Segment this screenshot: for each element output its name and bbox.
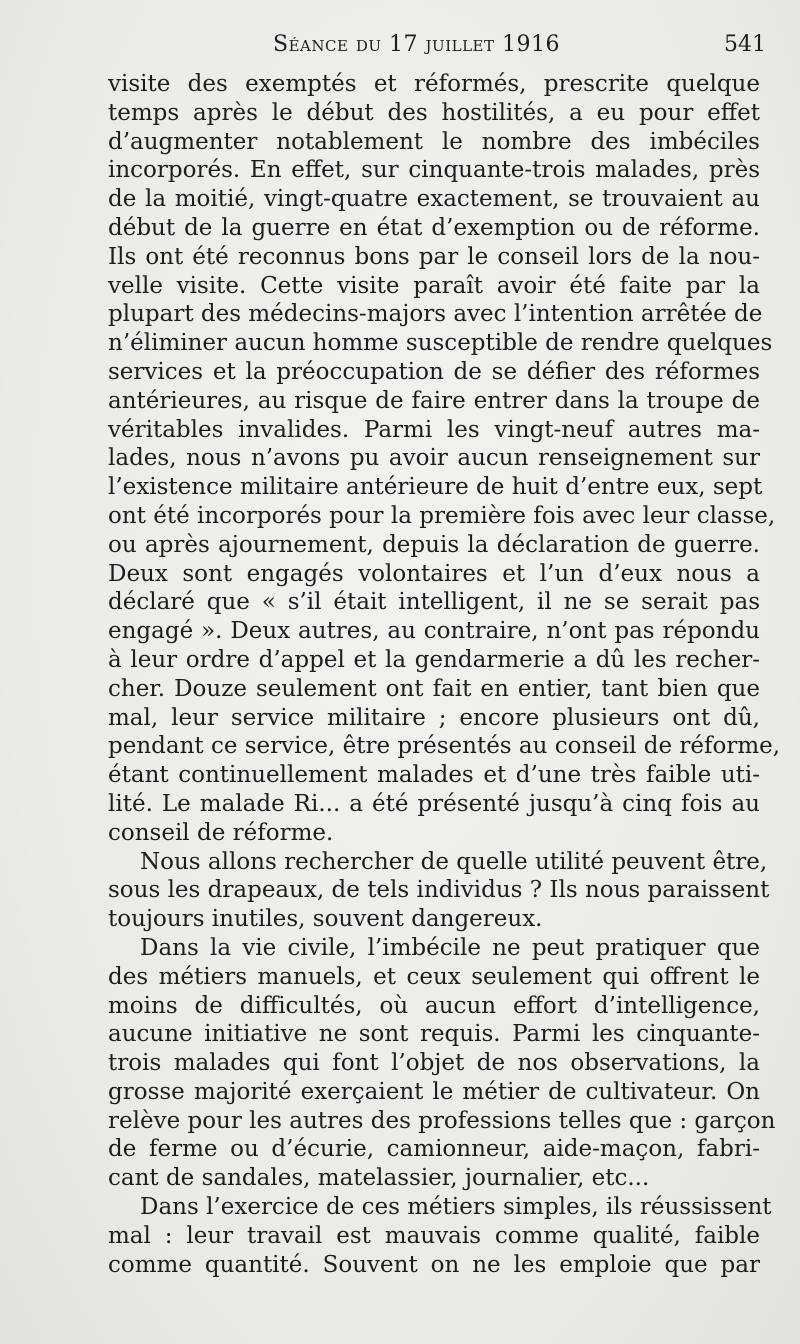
paragraph [108,848,770,934]
text-line: conseil de réforme. [108,819,334,846]
paragraph [108,934,776,1193]
text-line: services et la préoccupation de se défier des réformes [108,358,760,385]
text-line: cher. Douze seulement ont fait en entier, tant bien que [108,675,760,702]
text-line: lades, nous n’avons pu avoir aucun renseignement sur [108,445,760,472]
text-line: début de la guerre en état d’exemption ou de réforme. [108,214,760,241]
text-line: cant de sandales, matelassier, journalier, etc... [108,1165,650,1192]
text-line: sous les drapeaux, de tels individus ? Ils nous paraissent [108,877,770,904]
paragraph [108,1193,772,1279]
page-number: 541 [724,32,766,57]
text-line: Dans la vie civile, l’imbécile ne peut pratiquer que [140,934,760,961]
text-line: Dans l’exercice de ces métiers simples, ils réussissent [140,1194,772,1221]
text-line: de ferme ou d’écurie, camionneur, aide-maçon, fabri- [108,1136,760,1163]
text-line: lité. Le malade Ri... a été présenté jusqu’à cinq fois au [108,790,760,817]
text-line: étant continuellement malades et d’une très faible uti- [108,762,760,789]
text-line: pendant ce service, être présentés au conseil de réforme, [108,733,781,760]
text-line: d’augmenter notablement le nombre des imbéciles [108,128,760,155]
text-line: visite des exemptés et réformés, prescrite quelque [108,71,760,97]
text-line: à leur ordre d’appel et la gendarmerie a dû les recher- [108,646,760,673]
text-line: toujours inutiles, souvent dangereux. [108,906,543,933]
text-line: de la moitié, vingt-quatre exactement, se trouvaient au [108,186,760,213]
text-line: plupart des médecins-majors avec l’intention arrêtée de [108,301,763,328]
text-line: Nous allons rechercher de quelle utilité peuvent être, [140,848,768,875]
text-line: ou après ajournement, depuis la déclaration de guerre. [108,531,760,558]
text-line: grosse majorité exerçaient le métier de cultivateur. On [108,1078,760,1105]
text-line: Deux sont engagés volontaires et l’un d’eux nous a [108,560,760,587]
text-line: l’existence militaire antérieure de huit d’entre eux, sept [108,474,763,501]
text-line: moins de difficultés, où aucun effort d’intelligence, [108,992,760,1019]
text-line: n’éliminer aucun homme susceptible de rendre quelques [108,330,773,357]
text-line: velle visite. Cette visite paraît avoir été faite par la [108,272,760,299]
text-line: des métiers manuels, et ceux seulement qui offrent le [108,963,760,990]
text-line: aucune initiative ne sont requis. Parmi les cinquante- [108,1021,760,1048]
text-line: incorporés. En effet, sur cinquante-trois malades, près [108,157,760,184]
text-line: mal : leur travail est mauvais comme qualité, faible [108,1222,760,1249]
text-line: véritables invalides. Parmi les vingt-neuf autres ma- [108,416,760,443]
text-line: ont été incorporés pour la première fois avec leur classe, [108,502,776,529]
body-text [108,70,781,1279]
text-line: temps après le début des hostilités, a eu pour effet [108,99,760,126]
text-line: trois malades qui font l’objet de nos observations, la [108,1050,760,1077]
text-line: mal, leur service militaire ; encore plusieurs ont dû, [108,704,760,731]
paragraph [108,70,781,848]
text-line: relève pour les autres des professions telles que : garçon [108,1107,776,1134]
running-title: Séance du 17 juillet 1916 [273,32,560,57]
text-line: antérieures, au risque de faire entrer dans la troupe de [108,387,760,414]
text-line: déclaré que « s’il était intelligent, il ne se serait pas [108,589,760,616]
text-line: engagé ». Deux autres, au contraire, n’ont pas répondu [108,618,760,645]
text-line: comme quantité. Souvent on ne les emploie que par [108,1251,760,1278]
page-header [108,30,768,64]
text-line: Ils ont été reconnus bons par le conseil lors de la nou- [108,243,760,270]
